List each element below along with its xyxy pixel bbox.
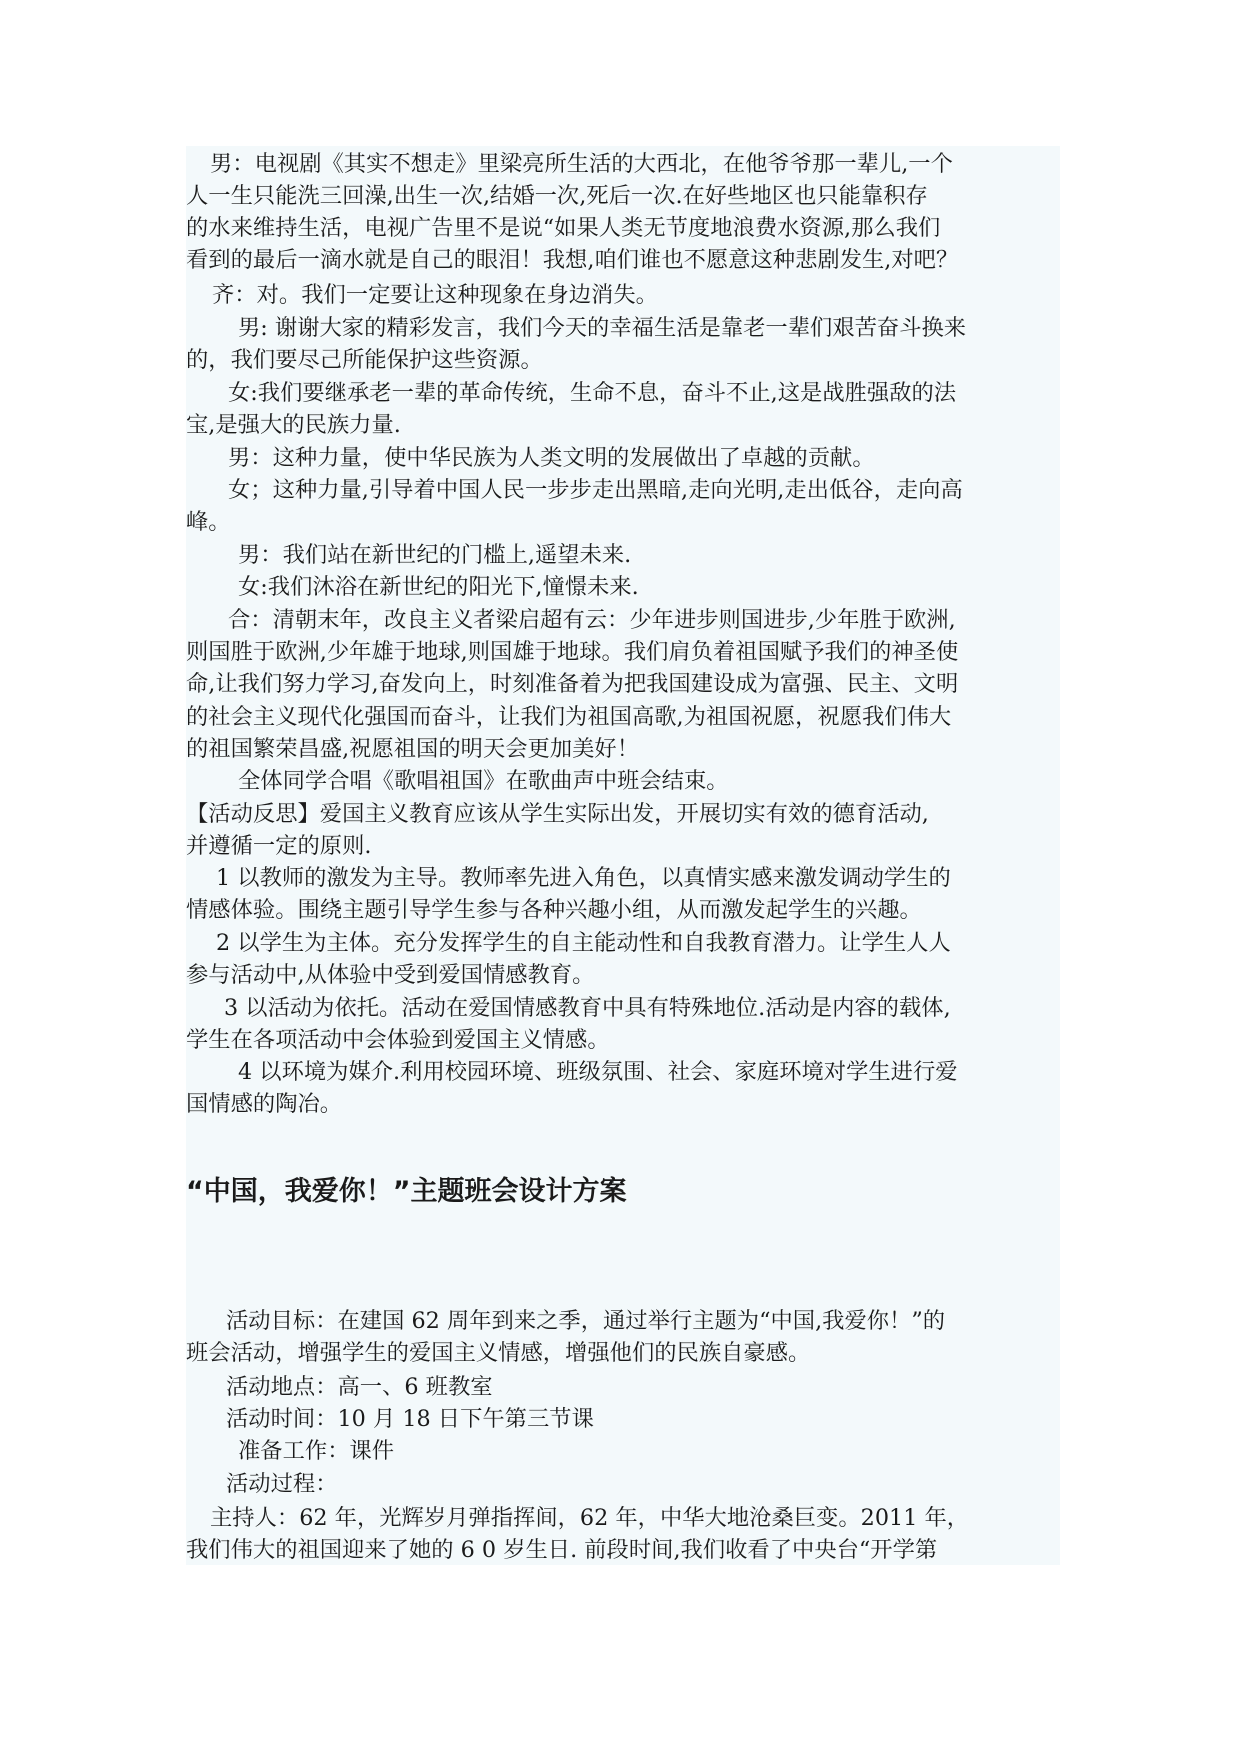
paragraph-line: 男：这种力量，使中华民族为人类文明的发展做出了卓越的贡献。 bbox=[228, 445, 875, 471]
paragraph-line: 全体同学合唱《歌唱祖国》在歌曲声中班会结束。 bbox=[238, 768, 729, 794]
paragraph-line: 女；这种力量,引导着中国人民一步步走出黑暗,走向光明,走出低谷，走向高 bbox=[228, 477, 963, 503]
paragraph-line: 女:我们沐浴在新世纪的阳光下,憧憬未来. bbox=[238, 574, 639, 600]
paragraph-line: 齐：对。我们一定要让这种现象在身边消失。 bbox=[212, 282, 658, 308]
paragraph-line: 学生在各项活动中会体验到爱国主义情感。 bbox=[186, 1027, 610, 1053]
paragraph-line: 情感体验。围绕主题引导学生参与各种兴趣小组，从而激发起学生的兴趣。 bbox=[186, 897, 922, 923]
paragraph-line: 活动地点：高一、6 班教室 bbox=[226, 1374, 493, 1400]
paragraph-line: 班会活动，增强学生的爱国主义情感，增强他们的民族自豪感。 bbox=[186, 1340, 811, 1366]
paragraph-line: 的水来维持生活，电视广告里不是说“如果人类无节度地浪费水资源,那么我们 bbox=[186, 215, 941, 241]
paragraph-line: 4 以环境为媒介.利用校园环境、班级氛围、社会、家庭环境对学生进行爱 bbox=[238, 1059, 958, 1085]
paragraph-line: 活动过程： bbox=[226, 1471, 338, 1497]
paragraph-line: 男：电视剧《其实不想走》里梁亮所生活的大西北，在他爷爷那一辈儿,一个 bbox=[210, 151, 953, 177]
section-heading: “中国，我爱你！”主题班会设计方案 bbox=[186, 1176, 627, 1207]
paragraph-line: 1 以教师的激发为主导。教师率先进入角色，以真情实感来激发调动学生的 bbox=[216, 865, 951, 891]
paragraph-line: 准备工作：课件 bbox=[238, 1438, 395, 1464]
paragraph-line: 男：我们站在新世纪的门槛上,遥望未来. bbox=[238, 542, 632, 568]
paragraph-line: 峰。 bbox=[186, 509, 231, 535]
paragraph-line: 3 以活动为依托。活动在爱国情感教育中具有特殊地位.活动是内容的载体, bbox=[224, 995, 951, 1021]
paragraph-line: 2 以学生为主体。充分发挥学生的自主能动性和自我教育潜力。让学生人人 bbox=[216, 930, 951, 956]
paragraph-line: 的祖国繁荣昌盛,祝愿祖国的明天会更加美好！ bbox=[186, 736, 640, 762]
paragraph-line: 看到的最后一滴水就是自己的眼泪！我想,咱们谁也不愿意这种悲剧发生,对吧？ bbox=[186, 247, 959, 273]
paragraph-line: 合：清朝末年，改良主义者梁启超有云：少年进步则国进步,少年胜于欧洲, bbox=[228, 607, 956, 633]
paragraph-line: 国情感的陶冶。 bbox=[186, 1091, 343, 1117]
paragraph-line: 男: 谢谢大家的精彩发言，我们今天的幸福生活是靠老一辈们艰苦奋斗换来 bbox=[238, 315, 967, 341]
paragraph-line: 【活动反思】爱国主义教育应该从学生实际出发，开展切实有效的德育活动, bbox=[186, 801, 929, 827]
document-text-block-top bbox=[186, 146, 1060, 1133]
paragraph-line: 女:我们要继承老一辈的革命传统，生命不息，奋斗不止,这是战胜强敌的法 bbox=[228, 380, 957, 406]
paragraph-line: 则国胜于欧洲,少年雄于地球,则国雄于地球。我们肩负着祖国赋予我们的神圣使 bbox=[186, 639, 959, 665]
paragraph-line: 命,让我们努力学习,奋发向上，时刻准备着为把我国建设成为富强、民主、文明 bbox=[186, 671, 959, 697]
paragraph-line: 的，我们要尽己所能保护这些资源。 bbox=[186, 347, 543, 373]
paragraph-line: 宝,是强大的民族力量. bbox=[186, 412, 401, 438]
paragraph-line: 活动目标：在建国 62 周年到来之季，通过举行主题为“中国,我爱你！”的 bbox=[226, 1308, 946, 1334]
paragraph-line: 人一生只能洗三回澡,出生一次,结婚一次,死后一次.在好些地区也只能靠积存 bbox=[186, 183, 928, 209]
paragraph-line: 我们伟大的祖国迎来了她的 6 0 岁生日. 前段时间,我们收看了中央台“开学第 bbox=[186, 1537, 938, 1563]
paragraph-line: 活动时间：10 月 18 日下午第三节课 bbox=[226, 1406, 594, 1432]
paragraph-line: 并遵循一定的原则. bbox=[186, 833, 372, 859]
paragraph-line: 的社会主义现代化强国而奋斗，让我们为祖国高歌,为祖国祝愿，祝愿我们伟大 bbox=[186, 704, 952, 730]
paragraph-line: 参与活动中,从体验中受到爱国情感教育。 bbox=[186, 962, 595, 988]
document-text-block-bottom bbox=[186, 1133, 1060, 1565]
paragraph-line: 主持人：62 年，光辉岁月弹指挥间，62 年，中华大地沧桑巨变。2011 年， bbox=[210, 1505, 970, 1531]
